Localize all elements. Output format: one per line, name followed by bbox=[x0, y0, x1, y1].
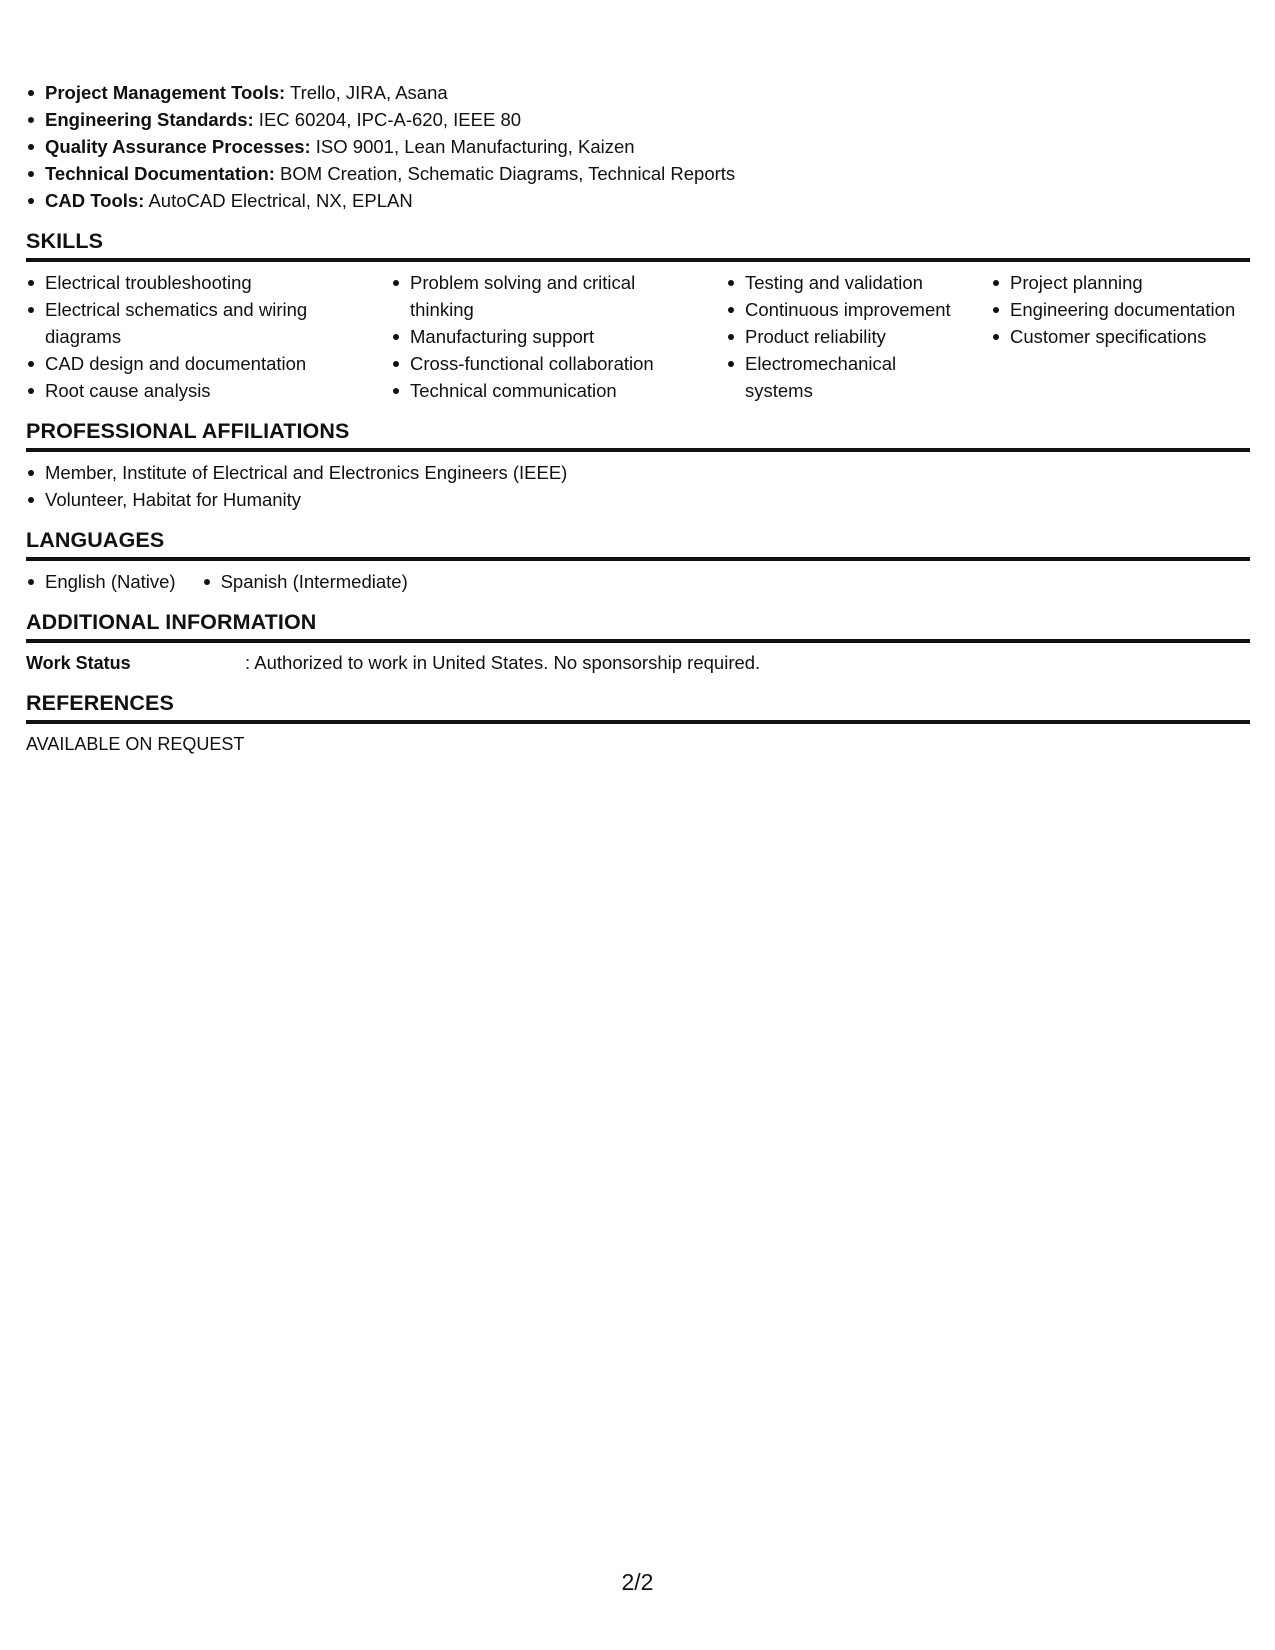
additional-info-section bbox=[26, 609, 1250, 676]
skill-item: Electrical schematics and wiring diagrams bbox=[26, 296, 316, 350]
languages-heading: LANGUAGES bbox=[26, 527, 1250, 561]
skill-item: Customer specifications bbox=[991, 323, 1246, 350]
affiliations-section bbox=[26, 418, 1250, 513]
skill-item: Electrical troubleshooting bbox=[26, 269, 316, 296]
tools-item bbox=[26, 133, 1250, 160]
affiliation-item: Volunteer, Habitat for Humanity bbox=[26, 486, 1250, 513]
skill-item: Cross-functional collaboration bbox=[391, 350, 676, 377]
affiliations-list bbox=[26, 459, 1250, 513]
language-item: Spanish (Intermediate) bbox=[202, 568, 408, 595]
tools-label: Engineering Standards: bbox=[45, 109, 254, 130]
skills-column-4 bbox=[991, 269, 1246, 404]
affiliations-heading: PROFESSIONAL AFFILIATIONS bbox=[26, 418, 1250, 452]
additional-info-heading: ADDITIONAL INFORMATION bbox=[26, 609, 1250, 643]
skills-section bbox=[26, 228, 1250, 404]
tools-value: IEC 60204, IPC-A-620, IEEE 80 bbox=[253, 109, 522, 130]
skill-item: Manufacturing support bbox=[391, 323, 676, 350]
tools-value: ISO 9001, Lean Manufacturing, Kaizen bbox=[310, 136, 635, 157]
tools-list bbox=[26, 79, 1250, 214]
tools-value: Trello, JIRA, Asana bbox=[285, 82, 448, 103]
skill-item: CAD design and documentation bbox=[26, 350, 316, 377]
work-status-row bbox=[26, 650, 1250, 676]
languages-section bbox=[26, 527, 1250, 595]
tools-value: AutoCAD Electrical, NX, EPLAN bbox=[144, 190, 413, 211]
languages-list bbox=[26, 568, 1250, 595]
work-status-value: : Authorized to work in United States. No sponsorship required. bbox=[245, 652, 761, 673]
skill-item: Product reliability bbox=[726, 323, 966, 350]
skill-item: Electromechanical systems bbox=[726, 350, 966, 404]
skill-item: Continuous improvement bbox=[726, 296, 966, 323]
skill-item: Testing and validation bbox=[726, 269, 966, 296]
affiliation-item: Member, Institute of Electrical and Electronics Engineers (IEEE) bbox=[26, 459, 1250, 486]
skills-column-3 bbox=[726, 269, 966, 404]
skill-item: Project planning bbox=[991, 269, 1246, 296]
skill-item: Problem solving and critical thinking bbox=[391, 269, 676, 323]
tools-item bbox=[26, 160, 1250, 187]
tools-label: CAD Tools: bbox=[45, 190, 145, 211]
resume-page-2 bbox=[26, 79, 1250, 757]
skills-heading: SKILLS bbox=[26, 228, 1250, 262]
skill-item: Technical communication bbox=[391, 377, 676, 404]
skills-column-2 bbox=[391, 269, 676, 404]
tools-value: BOM Creation, Schematic Diagrams, Technical Reports bbox=[274, 163, 736, 184]
skills-grid bbox=[26, 269, 1250, 404]
references-section bbox=[26, 690, 1250, 757]
language-item: English (Native) bbox=[26, 568, 176, 595]
tools-item bbox=[26, 106, 1250, 133]
work-status-label: Work Status bbox=[26, 653, 131, 673]
references-text: AVAILABLE ON REQUEST bbox=[26, 734, 245, 754]
tools-label: Project Management Tools: bbox=[45, 82, 286, 103]
skill-item: Engineering documentation bbox=[991, 296, 1246, 323]
page-number: 2/2 bbox=[621, 1569, 654, 1595]
skill-item: Root cause analysis bbox=[26, 377, 316, 404]
tools-item bbox=[26, 79, 1250, 106]
references-heading: REFERENCES bbox=[26, 690, 1250, 724]
tools-label: Technical Documentation: bbox=[45, 163, 275, 184]
tools-label: Quality Assurance Processes: bbox=[45, 136, 311, 157]
tools-item bbox=[26, 187, 1250, 214]
skills-column-1 bbox=[26, 269, 316, 404]
